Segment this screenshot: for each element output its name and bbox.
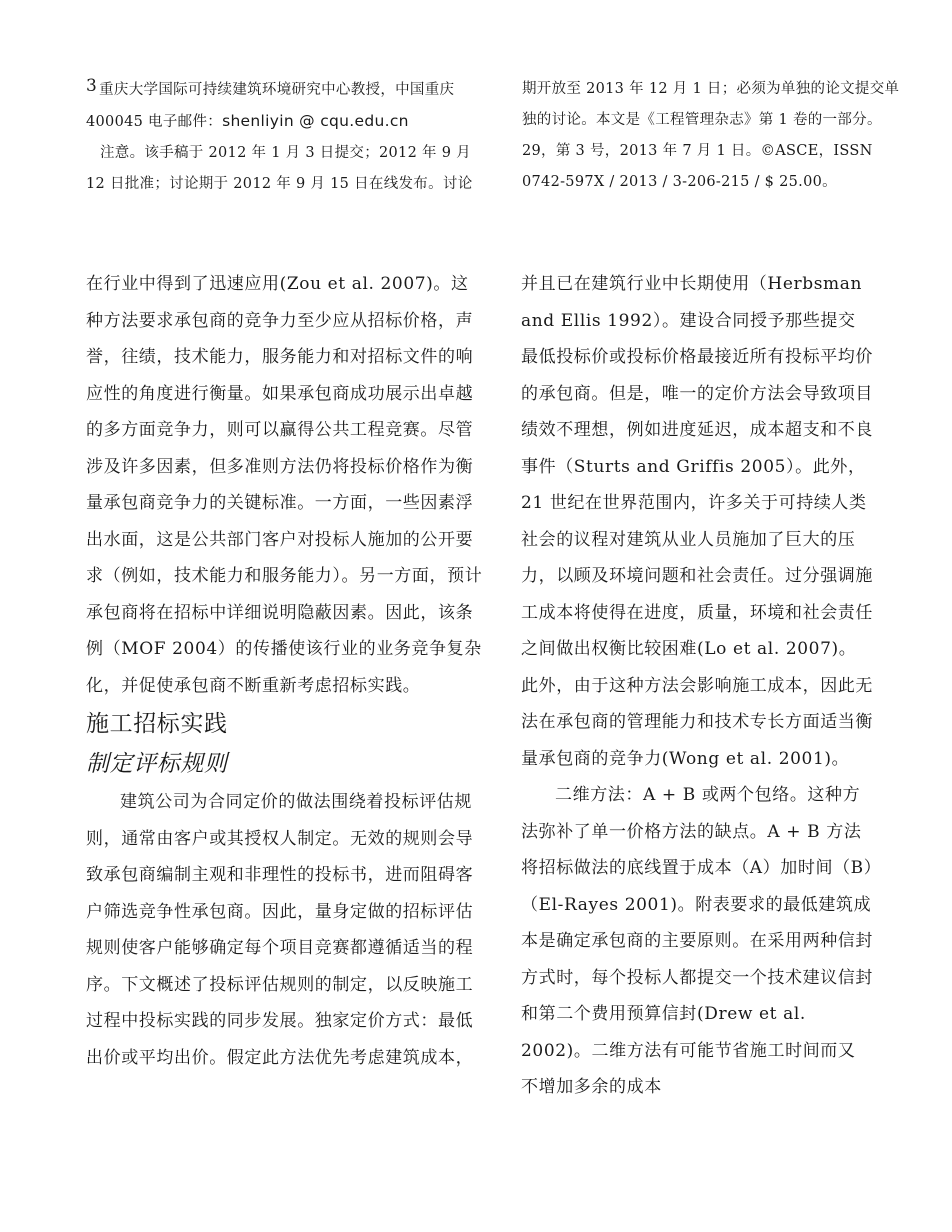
submission-note: 注意。该手稿于 2012 年 1 月 3 日提交；2012 年 9 月 12 日批准；讨论期于 2012 年 9 月 15 日在线发布。讨论	[86, 145, 473, 192]
copyright-note: 期开放至 2013 年 12 月 1 日；必须为单独的论文提交单独的讨论。本文是《工程管理杂志》第 1 卷的一部分。29，第 3 号，2013 年 7 月 1 日。©ASCE，ISSN 0742-597X / 2013 / 3-206-215 / $ 25.00。	[522, 81, 900, 190]
affiliation-note	[86, 74, 490, 138]
affiliation-text: 重庆大学国际可持续建筑环境研究中心教授，中国重庆 400045 电子邮件：	[86, 82, 455, 130]
footnote-left	[86, 74, 490, 200]
body-paragraph: 在行业中得到了迅速应用(Zou et al. 2007)。这种方法要求承包商的竞争力至少应从招标价格，声誉，往绩，技术能力，服务能力和对招标文件的响应性的角度进行衡量。如果承包商成功展示出卓越的多方面竞争力，则可以赢得公共工程竞赛。尽管涉及许多因素，但多准则方法仍将投标价格作为衡量承包商竞争力的关键标准。一方面，一些因素浮出水面，这是公共部门客户对投标人施加的公开要求（例如，技术能力和服务能力）。另一方面，预计承包商将在招标中详细说明隐蔽因素。因此，该条例（MOF 2004）的传播使该行业的业务竞争复杂化，并促使承包商不断重新考虑招标实践。	[86, 274, 483, 696]
body-paragraph: 并且已在建筑行业中长期使用（Herbsman and Ellis 1992）。建设合同授予那些提交最低投标价或投标价格最接近所有投标平均价的承包商。但是，唯一的定价方法会导致项目绩效不理想，例如进度延迟，成本超支和不良事件（Sturts and Griffis 2005）。此外，21 世纪在世界范围内，许多关于可持续人类社会的议程对建筑从业人员施加了巨大的压力，以顾及环境问题和社会责任。过分强调施工成本将使得在进度，质量，环境和社会责任之间做出权衡比较困难(Lo et al. 2007)。此外，由于这种方法会影响施工成本，因此无法在承包商的管理能力和技术专长方面适当衡量承包商的竞争力(Wong et al. 2001)。	[521, 274, 873, 769]
subsection-heading: 制定评标规则	[86, 751, 228, 777]
body-paragraph: 建筑公司为合同定价的做法围绕着投标评估规则，通常由客户或其授权人制定。无效的规则会导致承包商编制主观和非理性的投标书，进而阻碍客户筛选竞争性承包商。因此，量身定做的招标评估规则使客户能够确定每个项目竞赛都遵循适当的程序。下文概述了投标评估规则的制定，以反映施工过程中投标实践的同步发展。独家定价方式：最低出价或平均出价。假定此方法优先考虑建筑成本，	[86, 792, 474, 1068]
section-heading: 施工招标实践	[86, 711, 228, 737]
footnote-number: 3	[86, 76, 98, 96]
left-column	[86, 266, 486, 1076]
body-paragraph: 二维方法：A + B 或两个包络。这种方法弥补了单一价格方法的缺点。A + B 方法将招标做法的底线置于成本（A）加时间（B）（El-Rayes 2001)。附表要求的最低建筑成本是确定承包商的主要原则。在采用两种信封方式时，每个投标人都提交一个技术建议信封和第二个费用预算信封(Drew et al. 2002)。二维方法有可能节省施工时间而又不增加多余的成本	[521, 785, 873, 1097]
author-email: shenliyin @ cqu.edu.cn	[222, 112, 409, 130]
footnote-right	[522, 74, 902, 198]
right-column	[521, 266, 873, 1106]
